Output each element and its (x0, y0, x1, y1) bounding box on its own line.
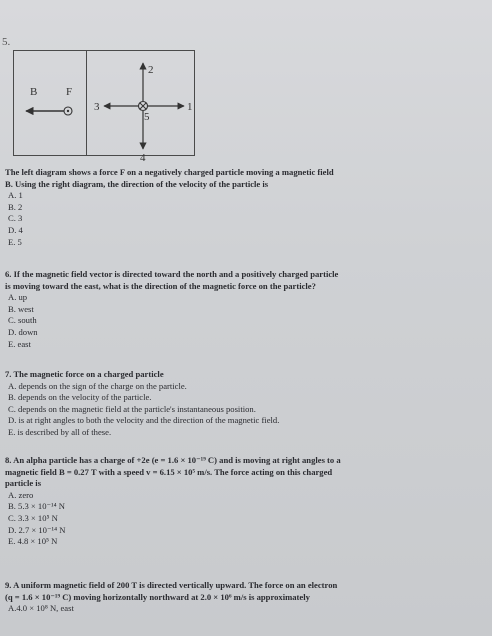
q8-stem-line-3: particle is (5, 478, 42, 489)
q7-option-c: C. depends on the magnetic field at the particle's instantaneous position. (8, 403, 256, 414)
q5-option-b: B. 2 (8, 201, 23, 212)
q8-option-d: D. 2.7 × 10⁻¹⁴ N (8, 524, 66, 535)
label-2: 2 (148, 64, 154, 76)
label-5: 5 (144, 111, 150, 123)
q5-option-d: D. 4 (8, 224, 23, 235)
q8-stem-line-2: magnetic field B = 0.27 T with a speed v = 6.15 × 10⁵ m/s. The force acting on this charged (5, 466, 333, 477)
q7-option-d: D. is at right angles to both the velocity and the direction of the magnetic field. (8, 415, 280, 426)
question-9 (5, 580, 485, 615)
q8-option-e: E. 4.8 × 10⁵ N (8, 536, 58, 547)
label-4: 4 (140, 152, 146, 164)
q9-option-a: A.4.0 × 10⁸ N, east (8, 603, 74, 614)
q8-stem-line-1: 8. An alpha particle has a charge of +2e (e = 1.6 × 10⁻¹⁹ C) and is moving at right angles to a (5, 455, 341, 465)
q7-option-e: E. is described by all of these. (8, 426, 112, 437)
q5-stem-line-1: The left diagram shows a force F on a negatively charged particle moving a magnetic field (5, 167, 334, 177)
q8-option-b: B. 5.3 × 10⁻¹⁴ N (8, 501, 65, 512)
q5-stem-line-2: B. Using the right diagram, the direction of the velocity of the particle is (5, 178, 269, 189)
q6-option-b: B. west (8, 303, 34, 314)
label-f: F (66, 86, 73, 98)
label-1: 1 (187, 101, 193, 113)
question-8 (5, 455, 485, 548)
q6-option-c: C. south (8, 315, 37, 326)
question-7 (5, 369, 485, 439)
q8-option-a: A. zero (8, 489, 34, 500)
q9-stem-line-1: 9. A uniform magnetic field of 200 T is directed vertically upward. The force on an electron (5, 580, 338, 590)
q9-stem-line-2: (q = 1.6 × 10⁻¹⁹ C) moving horizontally northward at 2.0 × 10⁶ m/s is approximately (5, 591, 310, 602)
q5-option-c: C. 3 (8, 213, 23, 224)
q6-stem-line-1: 6. If the magnetic field vector is directed toward the north and a positively charged particle (5, 269, 339, 279)
q6-stem-line-2: is moving toward the east, what is the direction of the magnetic force on the particle? (5, 280, 316, 291)
diagram-svg (14, 51, 194, 164)
q7-stem-line-1: 7. The magnetic force on a charged particle (5, 369, 164, 379)
q7-option-b: B. depends on the velocity of the particle. (8, 392, 152, 403)
q6-option-e: E. east (8, 338, 31, 349)
magnetic-field-diagram (13, 50, 195, 164)
q8-option-c: C. 3.3 × 10⁵ N (8, 512, 58, 523)
q6-option-d: D. down (8, 326, 38, 337)
q7-option-a: A. depends on the sign of the charge on the particle. (8, 380, 187, 391)
question-5-number: 5. (2, 36, 11, 48)
q5-option-a: A. 1 (8, 190, 23, 201)
label-3: 3 (94, 101, 100, 113)
question-5 (5, 167, 485, 248)
q6-option-a: A. up (8, 292, 28, 303)
question-6 (5, 269, 485, 350)
label-b: B (30, 86, 38, 98)
q5-option-e: E. 5 (8, 236, 22, 247)
